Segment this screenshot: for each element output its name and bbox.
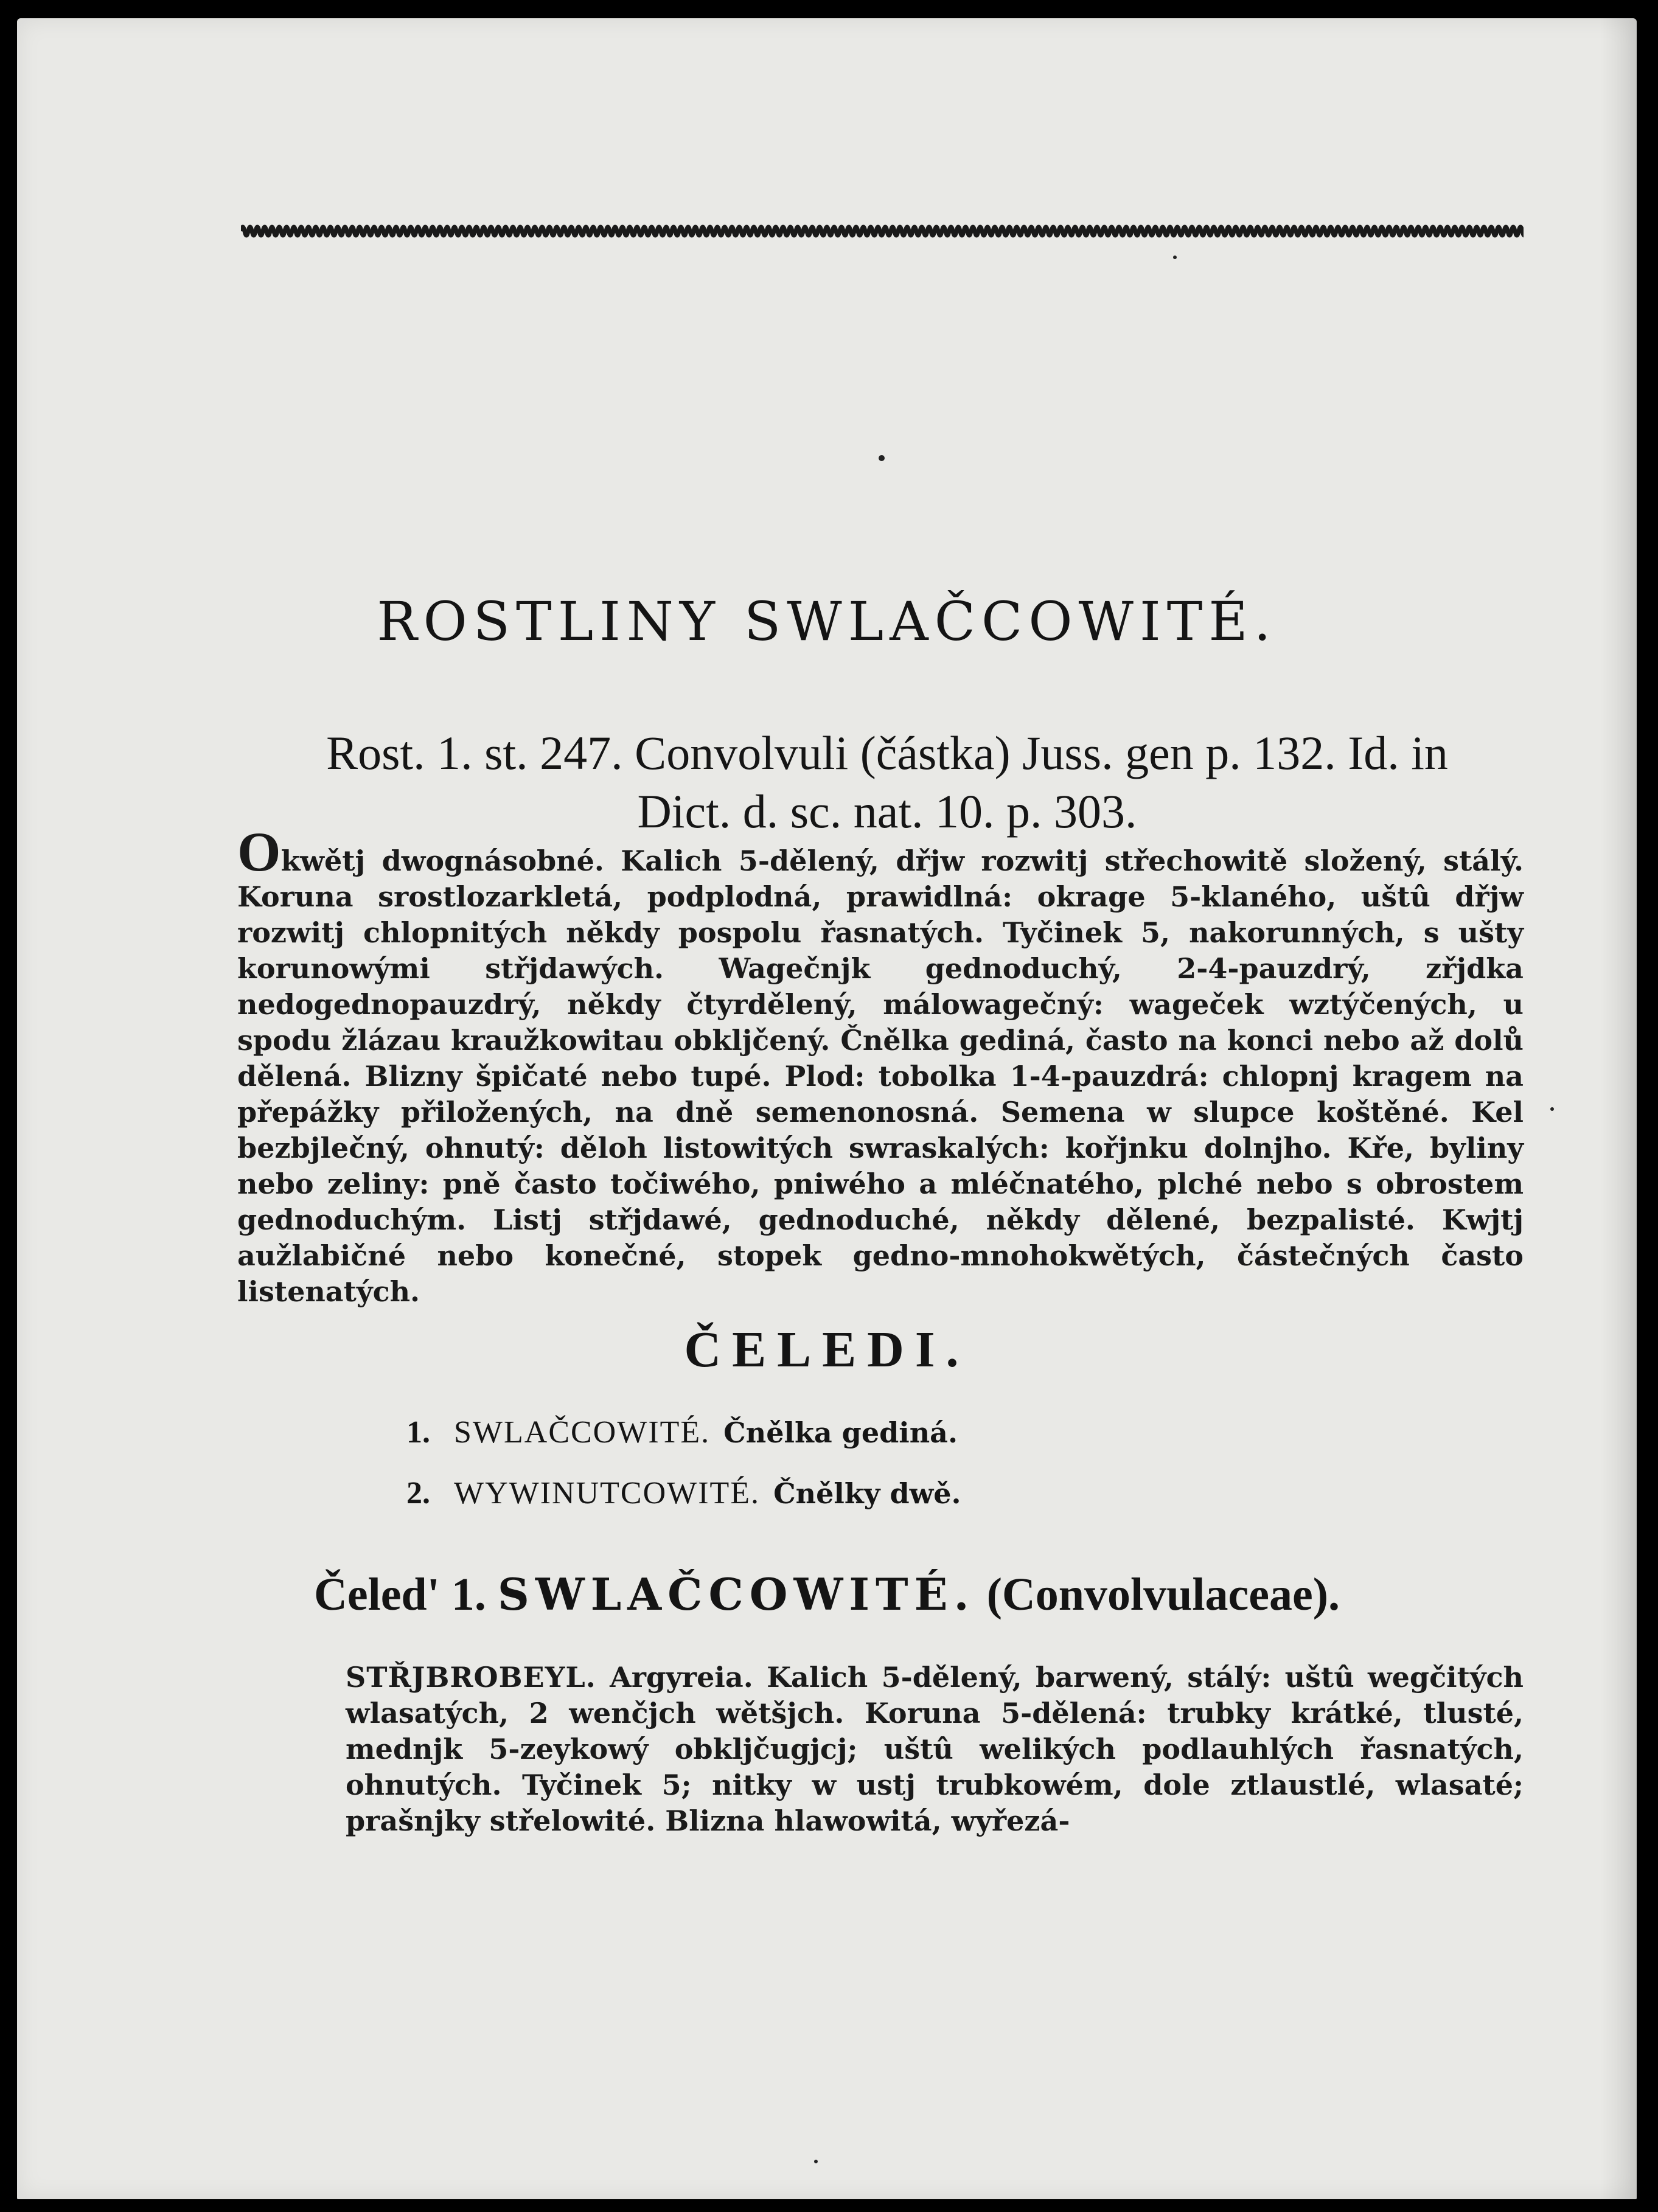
genus-description bbox=[346, 1660, 1524, 1839]
reference-line-2: Dict. d. sc. nat. 10. p. 303. bbox=[637, 785, 1137, 838]
family-number: 1. bbox=[406, 1415, 430, 1450]
family-number: 2. bbox=[406, 1476, 430, 1511]
paper-speck bbox=[1550, 1107, 1554, 1111]
drop-cap: O bbox=[237, 821, 281, 883]
family-description: Čnělky dwě. bbox=[773, 1477, 961, 1510]
family-heading-prefix: Čeled' 1. bbox=[313, 1569, 486, 1620]
family-name: SWLAČCOWITÉ. bbox=[454, 1415, 711, 1450]
list-item bbox=[406, 1408, 961, 1469]
genus-text: Argyreia. Kalich 5-dělený, barwený, stálý: uštû wegčitých wlasatých, 2 wenčjch wětšjch. Koruna 5-dělená: trubky krátké, tlusté, mednjk 5-zeykowý obkljčugjcj; uštû welikých podlauhlých řasnatých, ohnutých. Tyčinek 5; nitky w ustj trubkowém, dole ztlaustlé, wlasaté; prašnjky střelowité. Blizna hlawowitá, wyřezá- bbox=[346, 1661, 1524, 1837]
family-name: WYWINUTCOWITÉ. bbox=[454, 1476, 761, 1511]
family-heading bbox=[17, 1568, 1637, 1621]
genus-name: STŘJBROBEYL. bbox=[346, 1661, 596, 1694]
ornamental-rule bbox=[241, 219, 1524, 243]
order-description bbox=[237, 821, 1524, 1310]
section-heading-families: ČELEDI. bbox=[684, 1321, 970, 1378]
list-item bbox=[406, 1469, 961, 1530]
description-text: kwětj dwognásobné. Kalich 5-dělený, dřjw rozwitj střechowitě složený, stálý. Koruna srostlozarkletá, podplodná, prawidlná: okrage 5-klaného, uštû dřjw rozwitj chlopnitých někdy pospolu řasnatých. Tyčinek 5, nakorunných, s ušty korunowými střjdawých. Wagečnjk gednoduchý, 2-4-pauzdrý, zřjdka nedogednopauzdrý, někdy čtyrdělený, málowagečný: wageček wztýčených, u spodu žlázau kraužkowitau obkljčený. Čnělka gediná, často na konci nebo až dolů dělená. Blizny špičaté nebo tupé. Plod: tobolka 1-4-pauzdrá: chlopnj kragem na přepážky přiložených, na dně semenonosná. Semena w slupce koštěné. Kel bezbjlečný, ohnutý: děloh listowitých swraskalých: kořjnku dolnjho. Kře, byliny nebo zeliny: pně často točiwého, pniwého a mléčnatého, plché nebo s obrostem gednoduchým. Listj střjdawé, gednoduché, někdy dělené, bezpalisté. Kwjtj aužlabičné nebo konečné, stopek gedno-mnohokwětých, částečných často listenatých. bbox=[237, 844, 1524, 1308]
family-description: Čnělka gediná. bbox=[723, 1416, 958, 1449]
family-heading-name: SWLAČCOWITÉ. bbox=[497, 1568, 975, 1620]
reference-line-1: Rost. 1. st. 247. Convolvuli (částka) Juss. gen p. 132. Id. in bbox=[326, 726, 1448, 779]
bibliographic-reference bbox=[236, 724, 1538, 841]
paper-speck bbox=[1173, 256, 1177, 259]
family-heading-latin: (Convolvulaceae). bbox=[986, 1569, 1340, 1620]
paper-speck bbox=[814, 2160, 818, 2163]
families-list bbox=[406, 1408, 961, 1530]
paper-speck bbox=[879, 455, 885, 461]
page-title: ROSTLINY SWLAČCOWITÉ. bbox=[377, 590, 1277, 653]
book-page bbox=[17, 18, 1637, 2199]
